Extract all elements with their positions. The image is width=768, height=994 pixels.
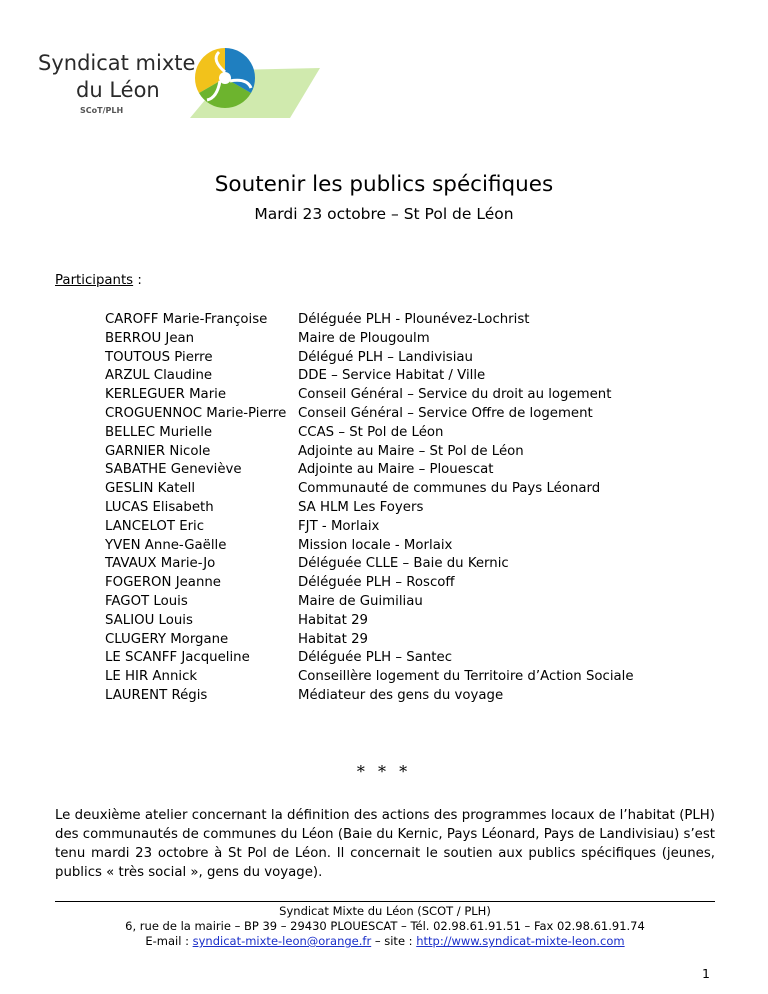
participant-role: SA HLM Les Foyers	[298, 499, 424, 515]
participant-role: FJT - Morlaix	[298, 518, 380, 534]
participant-name: BELLEC Murielle	[105, 424, 213, 440]
participant-row	[105, 668, 725, 687]
participant-row	[105, 461, 725, 480]
participant-row	[105, 405, 725, 424]
footer-email-link[interactable]: syndicat-mixte-leon@orange.fr	[192, 934, 372, 948]
participant-role: Conseil Général – Service du droit au logement	[298, 387, 612, 403]
participant-name: LANCELOT Eric	[105, 518, 205, 534]
participant-row	[105, 386, 725, 405]
section-separator: * * *	[356, 762, 412, 781]
participant-row	[105, 518, 725, 537]
participant-row	[105, 499, 725, 518]
participant-name: LE HIR Annick	[105, 669, 198, 685]
participant-name: TAVAUX Marie-Jo	[105, 556, 216, 572]
participant-role: Adjointe au Maire – Plouescat	[298, 462, 494, 478]
participant-role: Adjointe au Maire – St Pol de Léon	[298, 443, 524, 459]
footer-site-label: – site :	[371, 934, 417, 948]
footer-site-link[interactable]: http://www.syndicat-mixte-leon.com	[416, 934, 625, 948]
participant-name: SABATHE Geneviève	[105, 462, 242, 478]
footer-email-label: E-mail :	[145, 934, 193, 948]
participant-name: LAURENT Régis	[105, 687, 208, 703]
page-footer	[55, 904, 715, 949]
participant-name: FOGERON Jeanne	[105, 575, 221, 591]
participant-row	[105, 537, 725, 556]
participant-role: Conseillère logement du Territoire d’Action Sociale	[298, 669, 634, 685]
participant-role: DDE – Service Habitat / Ville	[298, 368, 486, 384]
participants-heading-text: Participants	[55, 273, 134, 288]
participant-name: ARZUL Claudine	[105, 368, 213, 384]
participants-heading-colon: :	[133, 273, 142, 288]
participant-name: GARNIER Nicole	[105, 443, 211, 459]
participant-role: CCAS – St Pol de Léon	[298, 424, 444, 440]
participants-list	[105, 311, 725, 706]
participant-name: LUCAS Elisabeth	[105, 499, 214, 515]
participant-name: CAROFF Marie-Françoise	[105, 312, 268, 327]
logo-subtitle: SCoT/PLH	[80, 106, 124, 115]
footer-contact	[55, 934, 715, 949]
footer-organization: Syndicat Mixte du Léon (SCOT / PLH)	[279, 904, 491, 918]
participant-role: Médiateur des gens du voyage	[298, 687, 504, 703]
participant-role: Délégué PLH – Landivisiau	[298, 349, 473, 365]
participant-role: Maire de Plougoulm	[298, 330, 430, 346]
participant-row	[105, 367, 725, 386]
participant-name: YVEN Anne-Gaëlle	[105, 537, 227, 553]
participant-role: Mission locale - Morlaix	[298, 537, 453, 553]
participant-name: SALIOU Louis	[105, 612, 193, 628]
participant-row	[105, 330, 725, 349]
participant-name: GESLIN Katell	[105, 481, 196, 497]
participant-row	[105, 631, 725, 650]
organization-logo	[30, 40, 320, 130]
intro-paragraph: Le deuxième atelier concernant la définition des actions des programmes locaux de l’habitat (PLH) des communautés de communes du Léon (Baie du Kernic, Pays Léonard, Pays de Landivisiau) s’est tenu mardi 23 octobre à St Pol de Léon. Il concernait le soutien aux publics spécifiques (jeunes, publics « très social », gens du voyage).	[55, 808, 715, 880]
participant-name: CLUGERY Morgane	[105, 631, 229, 647]
participant-name: KERLEGUER Marie	[105, 387, 227, 403]
footer-divider	[55, 901, 715, 902]
participant-row	[105, 593, 725, 612]
document-subtitle: Mardi 23 octobre – St Pol de Léon	[254, 205, 514, 223]
participant-row	[105, 687, 725, 706]
participant-role: Communauté de communes du Pays Léonard	[298, 481, 601, 497]
participant-role: Déléguée CLLE – Baie du Kernic	[298, 556, 509, 572]
participant-role: Déléguée PLH - Plounévez-Lochrist	[298, 312, 530, 327]
participant-row	[105, 555, 725, 574]
participant-row	[105, 480, 725, 499]
participant-role: Habitat 29	[298, 631, 369, 647]
participant-row	[105, 649, 725, 668]
participant-row	[105, 311, 725, 330]
participant-name: FAGOT Louis	[105, 593, 188, 609]
participant-name: TOUTOUS Pierre	[105, 349, 213, 365]
document-title: Soutenir les publics spécifiques	[214, 172, 554, 197]
participant-name: LE SCANFF Jacqueline	[105, 650, 250, 666]
logo-text-line2: du Léon	[76, 78, 160, 102]
participant-row	[105, 612, 725, 631]
participant-role: Déléguée PLH – Roscoff	[298, 575, 455, 591]
participants-heading	[55, 273, 142, 288]
participant-row	[105, 574, 725, 593]
participant-role: Habitat 29	[298, 612, 369, 628]
page-number: 1	[702, 966, 710, 981]
logo-text-line1: Syndicat mixte	[38, 51, 196, 75]
participant-row	[105, 424, 725, 443]
participant-role: Déléguée PLH – Santec	[298, 650, 452, 666]
participant-row	[105, 349, 725, 368]
participant-role: Conseil Général – Service Offre de logement	[298, 405, 593, 421]
participant-role: Maire de Guimiliau	[298, 593, 423, 609]
footer-address: 6, rue de la mairie – BP 39 – 29430 PLOUESCAT – Tél. 02.98.61.91.51 – Fax 02.98.61.91.74	[125, 919, 645, 933]
participant-name: CROGUENNOC Marie-Pierre	[105, 405, 287, 421]
participant-row	[105, 443, 725, 462]
participant-name: BERROU Jean	[105, 330, 195, 346]
